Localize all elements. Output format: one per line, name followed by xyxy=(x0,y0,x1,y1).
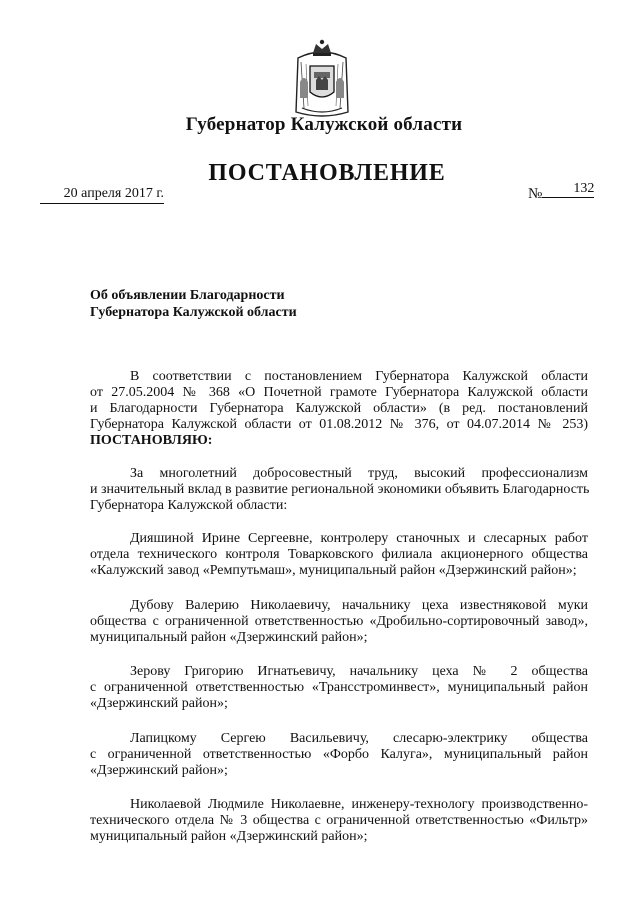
document-type-title: ПОСТАНОВЛЕНИЕ xyxy=(208,160,446,186)
preamble-paragraph xyxy=(90,369,588,449)
text-line: Дияшиной Ирине Сергеевне, контролеру станочных и слесарных работ xyxy=(130,531,588,546)
text-line: и Благодарности Губернатора Калужской области» (в ред. постановлений xyxy=(90,401,588,416)
text-line: и значительный вклад в развитие региональной экономики объявить Благодарность xyxy=(90,482,590,497)
intro-paragraph xyxy=(90,466,588,514)
document-number xyxy=(528,181,595,204)
text-line: Губернатора Калужской области: xyxy=(90,498,288,513)
coat-of-arms-emblem xyxy=(292,38,352,120)
number-value: 132 xyxy=(542,181,594,198)
number-sign: № xyxy=(528,186,543,202)
text-line: Лапицкому Сергею Васильевичу, слесарю-электрику общества xyxy=(130,731,588,746)
text-line: Губернатора Калужской области от 01.08.2012 № 376, от 04.07.2014 № 253) xyxy=(90,417,588,432)
text-line: «Дзержинский район»; xyxy=(90,763,228,778)
text-line: муниципальный район «Дзержинский район»; xyxy=(90,630,368,645)
text-line: с ограниченной ответственностью «Форбо Калуга», муниципальный район xyxy=(90,747,588,762)
awardee-paragraph xyxy=(90,731,588,779)
subject-line: Губернатора Калужской области xyxy=(90,305,297,320)
text-line: муниципальный район «Дзержинский район»; xyxy=(90,829,368,844)
awardee-paragraph xyxy=(90,797,588,845)
text-line: с ограниченной ответственностью «Трансстроминвест», муниципальный район xyxy=(90,680,588,695)
awardee-paragraph xyxy=(90,598,588,646)
text-line: «Дзержинский район»; xyxy=(90,696,228,711)
subject-line: Об объявлении Благодарности xyxy=(90,288,285,303)
issuer-title: Губернатор Калужской области xyxy=(185,114,463,135)
awardee-paragraph xyxy=(90,531,588,579)
text-line: За многолетний добросовестный труд, высокий профессионализм xyxy=(130,466,588,481)
text-line: от 27.05.2004 № 368 «О Почетной грамоте Губернатора Калужской области xyxy=(90,385,588,400)
text-line: отдела технического контроля Товарковского филиала акционерного общества xyxy=(90,547,588,562)
document-subject xyxy=(90,287,330,321)
text-line: В соответствии с постановлением Губернатора Калужской области xyxy=(130,369,588,384)
text-line: технического отдела № 3 общества с ограниченной ответственностью «Фильтр» xyxy=(90,813,588,828)
resolve-word: ПОСТАНОВЛЯЮ: xyxy=(90,433,213,448)
text-line: «Калужский завод «Ремпутьмаш», муниципальный район «Дзержинский район»; xyxy=(90,563,577,578)
text-line: Николаевой Людмиле Николаевне, инженеру-технологу производственно- xyxy=(130,797,588,812)
text-line: Дубову Валерию Николаевичу, начальнику цеха известняковой муки xyxy=(130,598,588,613)
awardee-paragraph xyxy=(90,664,588,712)
text-line: общества с ограниченной ответственностью «Дробильно-сортировочный завод», xyxy=(90,614,588,629)
text-line: Зерову Григорию Игнатьевичу, начальнику цеха № 2 общества xyxy=(130,664,588,679)
document-date: 20 апреля 2017 г. xyxy=(40,186,164,204)
